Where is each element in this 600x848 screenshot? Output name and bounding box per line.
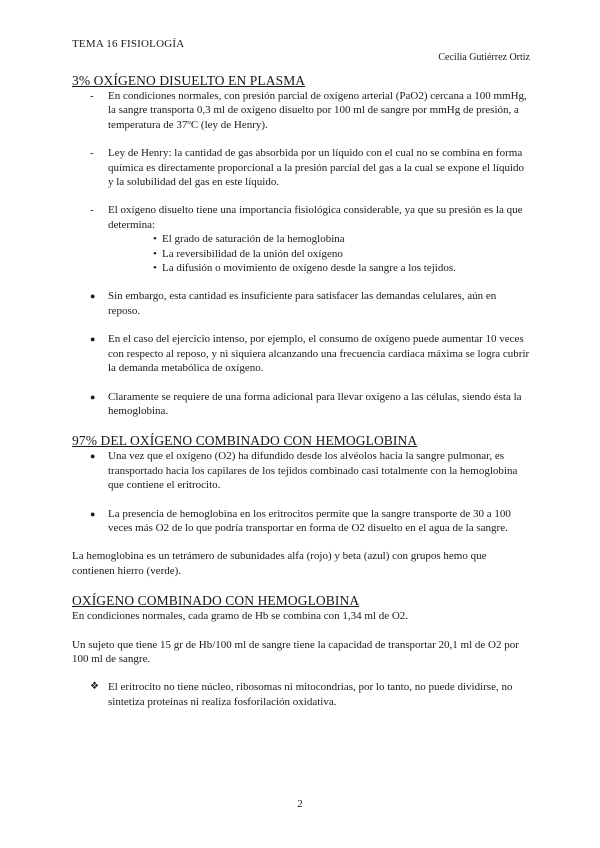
list-item: • La difusión o movimiento de oxígeno desde la sangre a los tejidos. xyxy=(153,262,456,275)
bullet-icon: • xyxy=(153,233,157,246)
dot-list xyxy=(72,289,530,418)
section-title-dissolved-oxygen: 3% OXÍGENO DISUELTO EN PLASMA xyxy=(72,73,306,88)
dash-bullet: - xyxy=(90,147,94,160)
section-title-combined-oxygen: 97% DEL OXÍGENO COMBINADO CON HEMOGLOBINA xyxy=(72,433,418,449)
paragraph-hb-capacity: En condiciones normales, cada gramo de Hb se combina con 1,34 ml de O2. xyxy=(72,610,409,623)
bullet-icon: ● xyxy=(90,391,96,402)
diamond-list xyxy=(72,680,530,709)
list-item: ❖ El eritrocito no tiene núcleo, ribosomas ni mitocondrias, por lo tanto, no puede dividirse, no sintetiza proteínas ni realiza fosforilación oxidativa. xyxy=(90,681,513,708)
page-content xyxy=(72,72,530,709)
list-item: - En condiciones normales, con presión parcial de oxígeno arterial (PaO2) cercana a 100 mmHg, la sangre transporta 0,3 ml de oxígeno disuelto por 100 ml de sangre por mmHg de presión, a temperatura de 37ºC (ley de Henry). xyxy=(90,90,527,131)
list-item: - Ley de Henry: la cantidad de gas absorbida por un líquido con el cual no se combina en forma química es directamente proporcional a la presión parcial del gas a la cual se expone el líquido y la solubilidad del gas en este líquido. xyxy=(90,147,525,189)
bullet-icon: ● xyxy=(90,334,96,345)
dot-list xyxy=(72,449,530,535)
paragraph-transport-example: Un sujeto que tiene 15 gr de Hb/100 ml de sangre tiene la capacidad de transportar 20,1 ml de O2 por 100 ml de sangre. xyxy=(72,638,519,665)
list-item: • El grado de saturación de la hemoglobina xyxy=(153,233,345,246)
list-item: • La reversibilidad de la unión del oxígeno xyxy=(153,247,343,260)
list-item: ● En el caso del ejercicio intenso, por ejemplo, el consumo de oxígeno puede aumentar 10 veces con respecto al reposo, y ni siquiera alcanzando una frecuencia cardiaca máxima se logra cubrir la demanda metabólica de oxígeno. xyxy=(90,333,530,375)
dash-list xyxy=(72,89,530,232)
diamond-bullet-icon: ❖ xyxy=(90,681,99,693)
dash-bullet: - xyxy=(90,90,94,102)
dash-bullet: - xyxy=(90,204,94,217)
bullet-icon: ● xyxy=(90,451,96,462)
paragraph-hemoglobin-structure: La hemoglobina es un tetrámero de subunidades alfa (rojo) y beta (azul) con grupos hemo que contienen hierro (verde). xyxy=(72,550,487,577)
list-item: - El oxígeno disuelto tiene una importancia fisiológica considerable, ya que su presión es la que determina: xyxy=(90,204,523,231)
section-title-oxygen-hemoglobin: OXÍGENO COMBINADO CON HEMOGLOBINA xyxy=(72,593,360,609)
list-item: ● La presencia de hemoglobina en los eritrocitos permite que la sangre transporte de 30 a 100 veces más O2 de lo que podría transportar en forma de O2 disuelto en el agua de la sangre. xyxy=(90,507,511,534)
bullet-icon: ● xyxy=(90,508,96,519)
bullet-icon: • xyxy=(153,262,157,275)
bullet-icon: ● xyxy=(90,291,96,302)
page-number: 2 xyxy=(297,798,303,810)
list-item: ● Una vez que el oxígeno (O2) ha difundido desde los alvéolos hacia la sangre pulmonar, es transportado hacia los capilares de los tejidos combinado casi totalmente con la hemoglobina que contiene el eritrocito. xyxy=(90,450,518,492)
header-author: Cecilia Gutiérrez Ortiz xyxy=(438,52,530,63)
list-item: ● Sin embargo, esta cantidad es insuficiente para satisfacer las demandas celulares, aún en reposo. xyxy=(90,290,497,317)
header-topic: TEMA 16 FISIOLOGÍA xyxy=(72,38,185,50)
list-item: ● Claramente se requiere de una forma adicional para llevar oxígeno a las células, siendo ésta la hemoglobina. xyxy=(90,390,522,417)
bullet-icon: • xyxy=(153,247,157,260)
sub-list xyxy=(72,232,530,275)
